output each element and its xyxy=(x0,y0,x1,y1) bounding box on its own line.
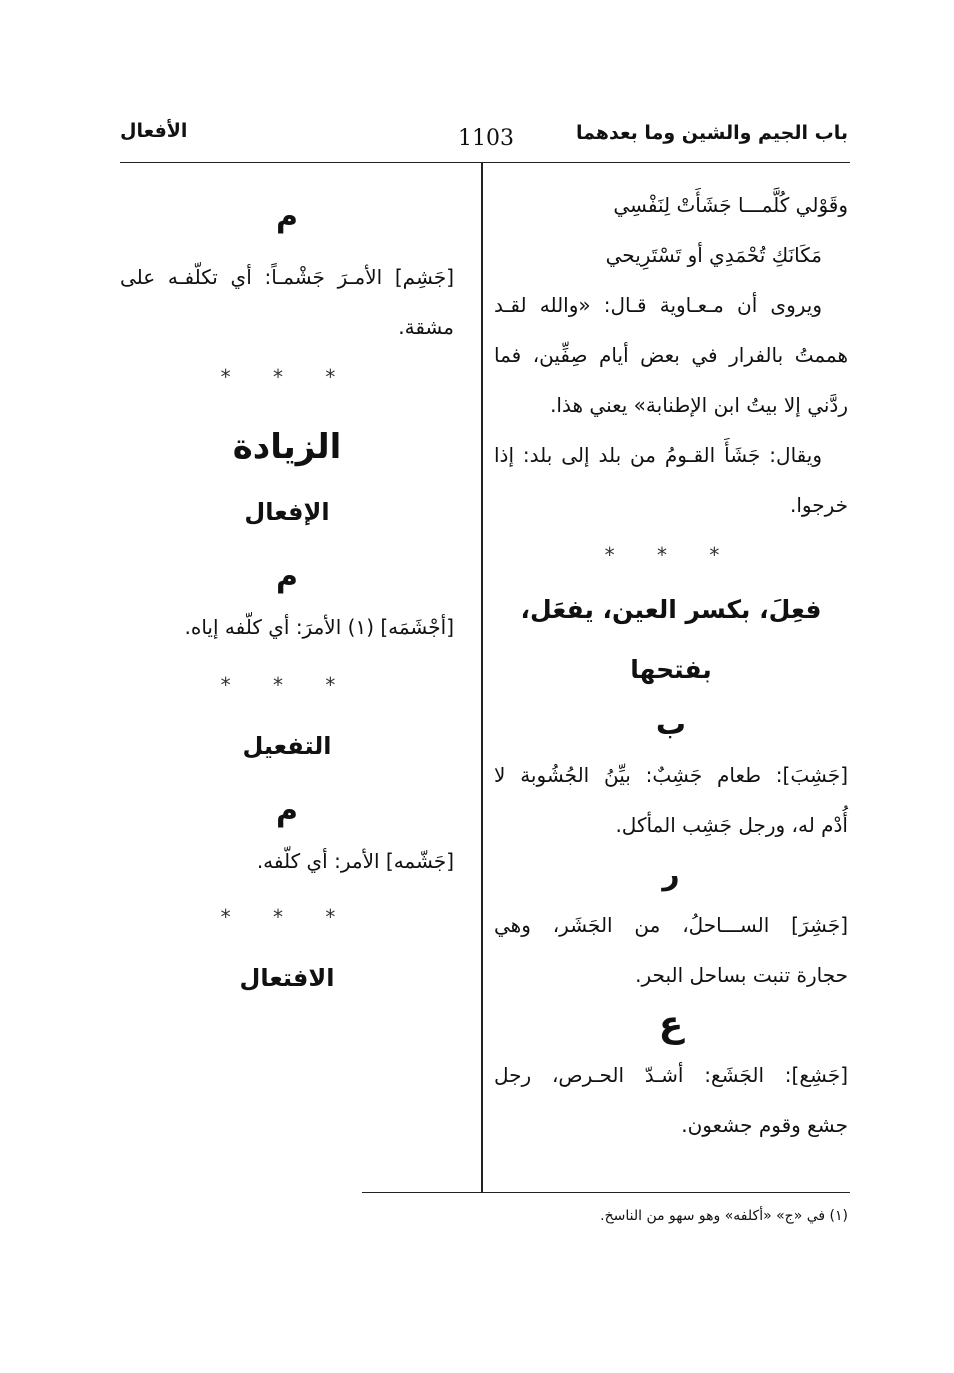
section-separator-stars: * * * xyxy=(220,673,354,697)
entry-line: [جَشِم] الأمـرَ جَشْمـاً: أي تكلّفـه على xyxy=(120,265,454,289)
letter-heading-mim: م xyxy=(276,199,298,234)
section-heading-ifal: الإفعال xyxy=(244,498,330,526)
section-separator-stars: * * * xyxy=(220,905,354,929)
left-column xyxy=(120,192,454,1008)
section-heading-ziyada: الزيادة xyxy=(232,427,342,467)
entry-line: [جَشّمه] الأمر: أي كلّفه. xyxy=(256,849,454,873)
paragraph-line: خرجوا. xyxy=(789,493,848,517)
running-head-chapter: باب الجيم والشين وما بعدهما xyxy=(575,122,848,144)
entry-line: أُدْم له، ورجل جَشِب المأكل. xyxy=(615,813,848,837)
header-rule xyxy=(120,162,850,163)
entry-line: [جَشِع]: الجَشَع: أشـدّ الحـرص، رجل xyxy=(494,1063,848,1087)
entry-line: [جَشِبَ]: طعام جَشِبٌ: بيِّنُ الجُشُوبة لا xyxy=(494,763,848,787)
section-heading: فعِلَ، بكسر العين، يفعَل، بفتحها xyxy=(520,595,822,684)
entry-line: حجارة تنبت بساحل البحر. xyxy=(635,963,848,987)
entry-line: مشقة. xyxy=(398,315,454,339)
column-divider xyxy=(481,162,483,1192)
page-number: 1103 xyxy=(458,126,514,151)
verse-line-1: وقَوْلي كُلَّمـــا جَشَأَتْ لِنَفْسِي xyxy=(613,193,848,217)
section-heading-tafil: التفعيل xyxy=(242,732,332,760)
paragraph-line: ويقال: جَشَأَ القـومُ من بلد إلى بلد: إذا xyxy=(494,443,822,467)
entry-line: [أجْشَمَه] (١) الأمرَ: أي كلّفه إياه. xyxy=(184,615,454,639)
running-head-section: الأفعال xyxy=(120,120,188,142)
paragraph-line: ويروى أن مـعـاوية قـال: «والله لقـد xyxy=(494,293,822,317)
letter-heading-ba: ب xyxy=(655,707,687,742)
section-separator-stars: * * * xyxy=(604,543,738,567)
footnote: (١) في «ج» «أكلفه» وهو سهو من الناسخ. xyxy=(600,1208,848,1224)
right-column xyxy=(494,180,848,1150)
letter-heading-ra: ر xyxy=(662,857,680,892)
section-separator-stars: * * * xyxy=(220,365,354,389)
verse-line-2: مَكَانَكِ تُحْمَدِي أو تَسْتَرِيحي xyxy=(605,243,822,267)
section-heading-iftial: الافتعال xyxy=(239,964,335,992)
footnote-rule xyxy=(362,1192,850,1193)
entry-line: جشع وقوم جشعون. xyxy=(681,1113,848,1137)
paragraph-line: ردَّني إلا بيتُ ابن الإطنابة» يعني هذا. xyxy=(550,393,848,417)
paragraph-line: هممتُ بالفرار في بعض أيام صِفِّين، فما xyxy=(494,343,848,367)
letter-heading-mim: م xyxy=(276,793,298,828)
letter-heading-mim: م xyxy=(276,559,298,594)
letter-heading-ain: ع xyxy=(658,1004,684,1045)
entry-line: [جَشِرَ] الســـاحلُ، من الجَشَر، وهي xyxy=(494,913,848,937)
